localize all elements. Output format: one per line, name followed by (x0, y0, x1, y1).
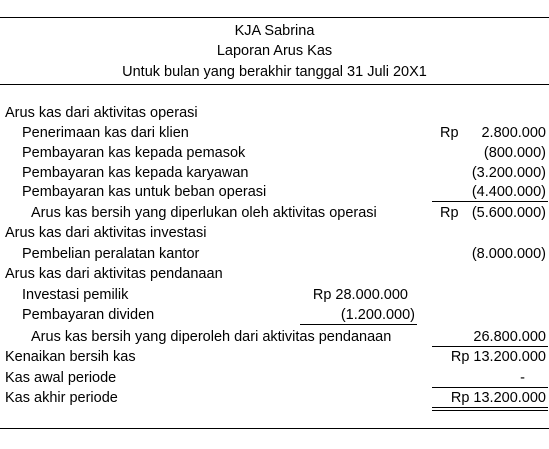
operating-net-currency: Rp (440, 205, 459, 221)
financing-net-value: 26.800.000 (473, 329, 546, 345)
operating-subtotal-underline (432, 201, 548, 202)
operating-heading-row (0, 103, 549, 123)
receipts-currency: Rp (440, 125, 459, 141)
ending-double-underline-1 (432, 407, 548, 408)
receipts-label: Penerimaan kas dari klien (22, 125, 189, 141)
beginning-value: - (520, 370, 525, 386)
report-title: Laporan Arus Kas (216, 43, 333, 59)
investment-value: Rp 28.000.000 (312, 287, 408, 303)
increase-value: Rp 13.200.000 (450, 349, 546, 365)
beginning-row (0, 368, 549, 388)
header-bottom-rule (0, 84, 549, 85)
investing-heading: Arus kas dari aktivitas investasi (5, 225, 207, 241)
receipts-row (0, 123, 549, 143)
beginning-label: Kas awal periode (5, 370, 117, 386)
equipment-row (0, 244, 549, 264)
report-period: Untuk bulan yang berakhir tanggal 31 Juli 20X1 (122, 64, 427, 80)
equipment-value: (8.000.000) (471, 246, 546, 262)
ending-label: Kas akhir periode (5, 390, 118, 406)
financing-heading-row (0, 264, 549, 284)
suppliers-value: (800.000) (483, 145, 546, 161)
increase-row (0, 347, 549, 367)
bottom-rule (0, 428, 549, 429)
expenses-row (0, 182, 549, 202)
financing-net-row (0, 327, 549, 347)
investment-row (0, 285, 549, 305)
expenses-value: (4.400.000) (471, 184, 546, 200)
increase-label: Kenaikan bersih kas (5, 349, 136, 365)
company-name: KJA Sabrina (234, 23, 315, 39)
ending-value: Rp 13.200.000 (450, 390, 546, 406)
employees-value: (3.200.000) (471, 165, 546, 181)
financing-net-label: Arus kas bersih yang diperoleh dari aktivitas pendanaan (31, 329, 392, 345)
investing-heading-row (0, 223, 549, 243)
operating-net-label: Arus kas bersih yang diperlukan oleh aktivitas operasi (31, 205, 377, 221)
financing-subtotal-underline (300, 324, 417, 325)
ending-double-underline-2 (432, 410, 548, 411)
employees-row (0, 163, 549, 183)
suppliers-label: Pembayaran kas kepada pemasok (22, 145, 246, 161)
financing-heading: Arus kas dari aktivitas pendanaan (5, 266, 223, 282)
dividend-row (0, 305, 549, 325)
ending-row (0, 388, 549, 408)
investment-label: Investasi pemilik (22, 287, 129, 303)
equipment-label: Pembelian peralatan kantor (22, 246, 200, 262)
dividend-value: (1.200.000) (340, 307, 415, 323)
suppliers-row (0, 143, 549, 163)
receipts-value: 2.800.000 (481, 125, 546, 141)
operating-heading: Arus kas dari aktivitas operasi (5, 105, 198, 121)
operating-net-value: (5.600.000) (471, 205, 546, 221)
expenses-label: Pembayaran kas untuk beban operasi (22, 184, 267, 200)
dividend-label: Pembayaran dividen (22, 307, 155, 323)
employees-label: Pembayaran kas kepada karyawan (22, 165, 249, 181)
operating-net-row (0, 203, 549, 223)
top-rule (0, 17, 549, 18)
